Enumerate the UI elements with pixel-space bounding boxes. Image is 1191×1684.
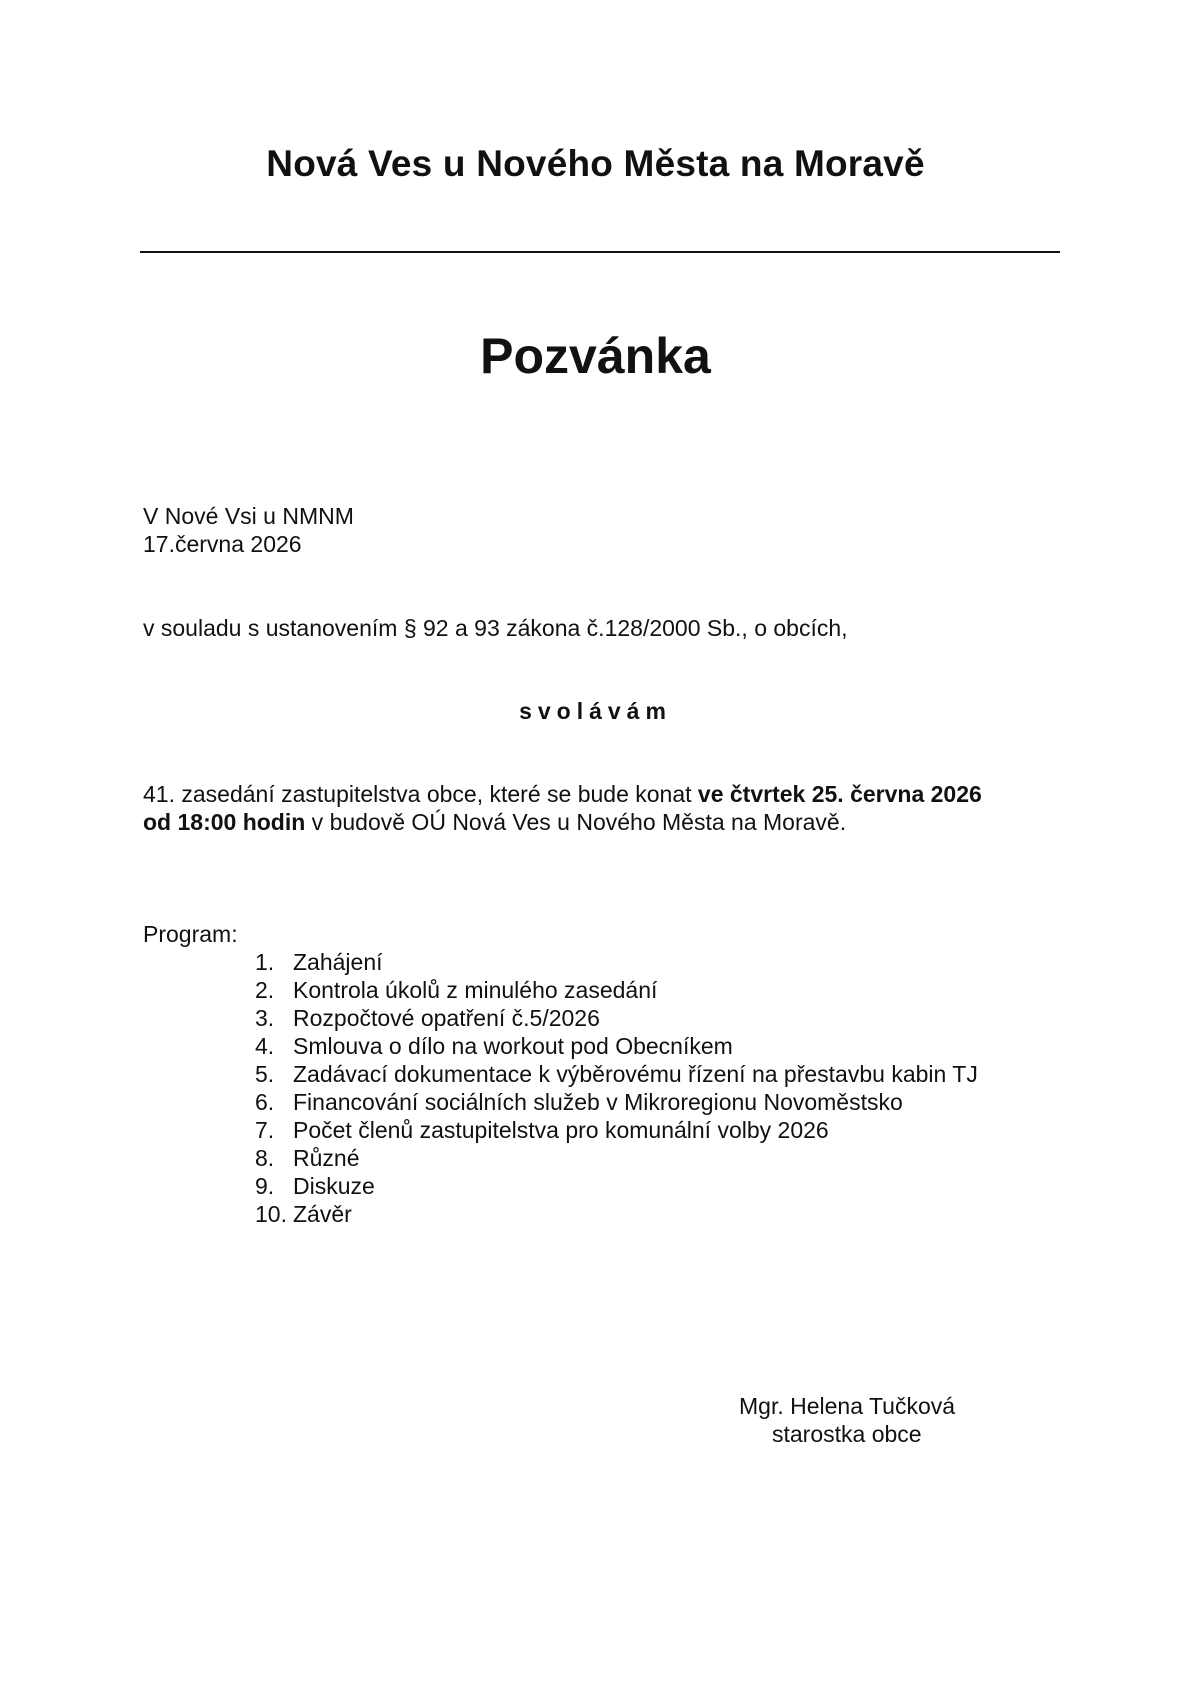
meeting-line-1 (143, 780, 982, 808)
agenda-item-text: Rozpočtové opatření č.5/2026 (293, 1005, 600, 1031)
agenda-item-number: 3. (255, 1005, 275, 1031)
meeting-date-bold: ve čtvrtek 25. června 2026 (697, 781, 982, 807)
agenda-item-number: 2. (255, 977, 275, 1003)
agenda-item-number: 5. (255, 1061, 275, 1087)
agenda-item-text: Kontrola úkolů z minulého zasedání (293, 977, 658, 1003)
agenda-item-text: Diskuze (293, 1173, 375, 1199)
agenda-item (255, 1060, 978, 1088)
place-line: V Nové Vsi u NMNM (143, 503, 354, 529)
agenda-item (255, 1004, 978, 1032)
agenda-item (255, 976, 978, 1004)
program-label: Program: (143, 921, 238, 947)
date-line: 17.června 2026 (143, 531, 302, 557)
agenda-item-text: Zahájení (293, 949, 383, 975)
agenda-item-number: 6. (255, 1089, 275, 1115)
agenda-item-number: 9. (255, 1173, 275, 1199)
document-title: Pozvánka (480, 328, 711, 384)
header-divider (140, 251, 1060, 253)
agenda-item-number: 8. (255, 1145, 275, 1171)
legal-basis: v souladu s ustanovením § 92 a 93 zákona č.128/2000 Sb., o obcích, (143, 615, 848, 641)
meeting-line-2 (143, 808, 846, 836)
agenda-item-number: 1. (255, 949, 275, 975)
agenda-item (255, 1116, 978, 1144)
agenda-item-number: 10. (255, 1201, 287, 1227)
agenda-item-number: 7. (255, 1117, 275, 1143)
agenda-item (255, 948, 978, 976)
meeting-time-bold: od 18:00 hodin (143, 809, 306, 835)
agenda-item-text: Smlouva o dílo na workout pod Obecníkem (293, 1033, 733, 1059)
meeting-line-1-text: 41. zasedání zastupitelstva obce, které se bude konat (143, 781, 698, 807)
agenda-item-text: Zadávací dokumentace k výběrovému řízení na přestavbu kabin TJ (293, 1061, 978, 1087)
signer-name: Mgr. Helena Tučková (739, 1393, 956, 1419)
agenda-item-number: 4. (255, 1033, 275, 1059)
agenda-list (255, 948, 978, 1228)
municipality-name: Nová Ves u Nového Města na Moravě (266, 143, 925, 184)
agenda-item (255, 1144, 978, 1172)
agenda-item (255, 1172, 978, 1200)
meeting-line-2-text: v budově OÚ Nová Ves u Nového Města na Moravě. (305, 809, 847, 835)
agenda-item-text: Financování sociálních služeb v Mikroregionu Novoměstsko (293, 1089, 903, 1115)
agenda-item (255, 1088, 978, 1116)
convene-statement: svolávám (519, 698, 672, 724)
signer-title: starostka obce (772, 1421, 922, 1447)
agenda-item-text: Závěr (293, 1201, 352, 1227)
agenda-item (255, 1032, 978, 1060)
agenda-item-text: Počet členů zastupitelstva pro komunální volby 2026 (293, 1117, 829, 1143)
agenda-item-text: Různé (293, 1145, 360, 1171)
agenda-item (255, 1200, 978, 1228)
